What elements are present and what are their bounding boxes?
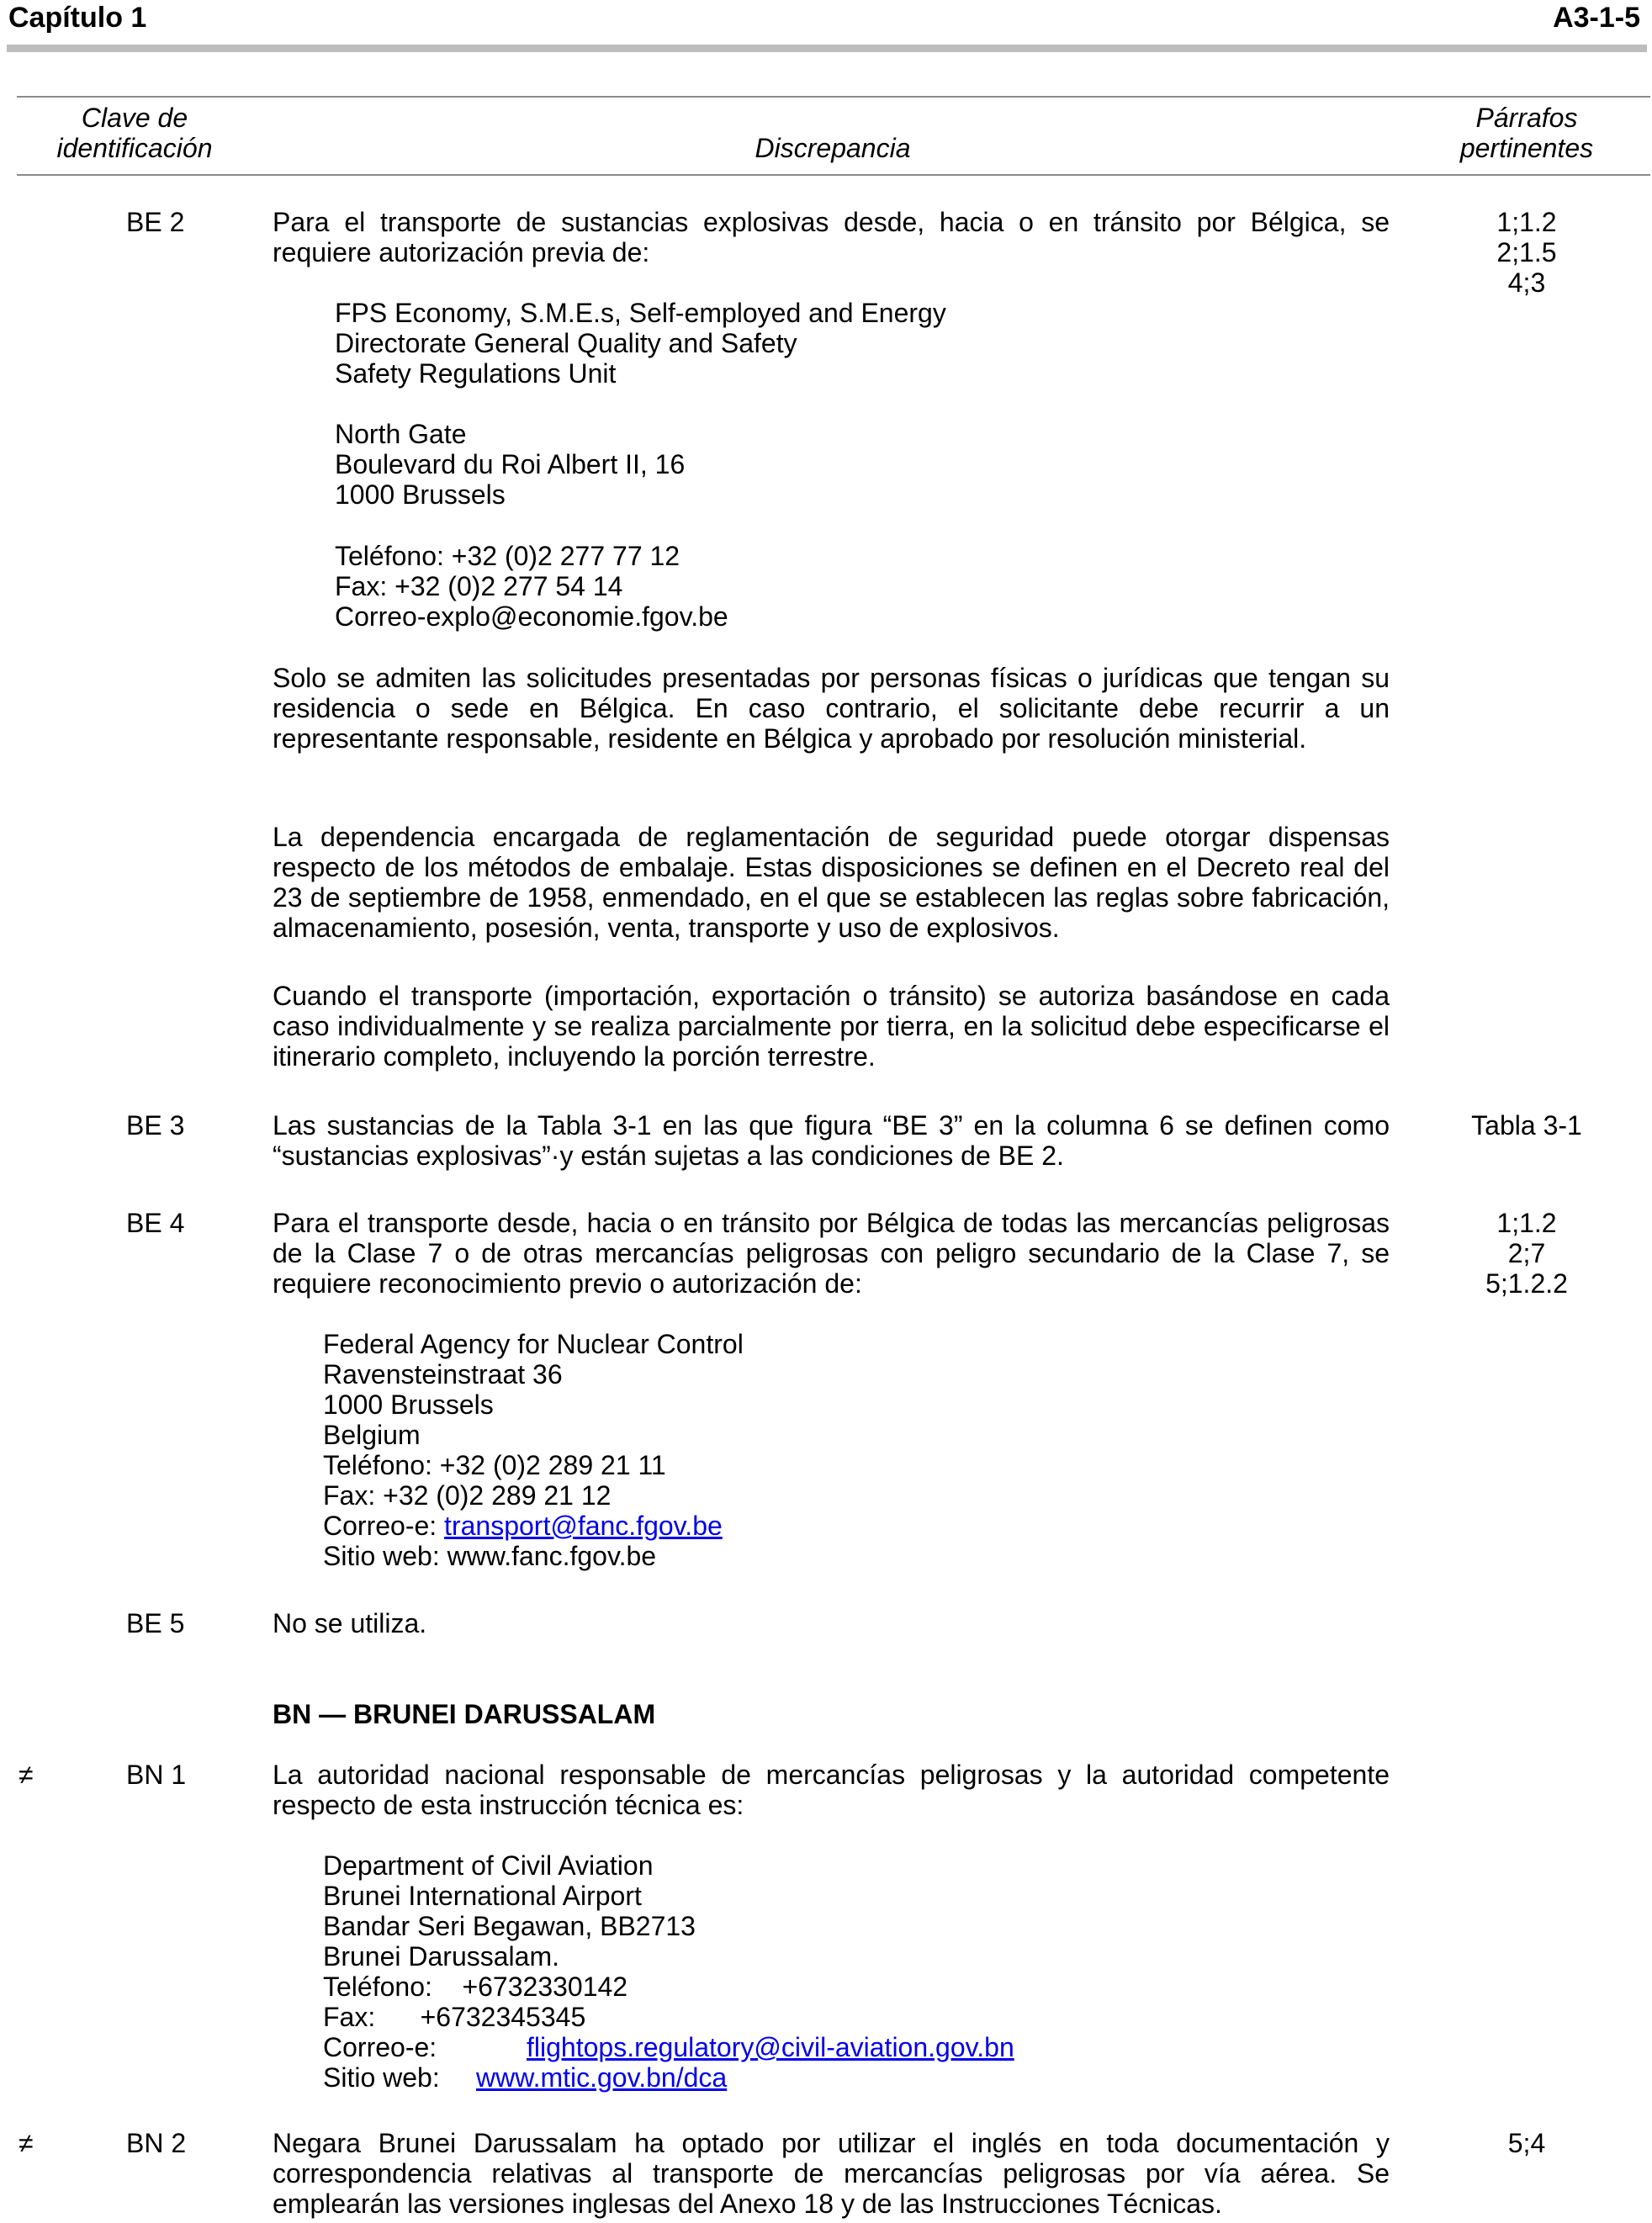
be4-text: Para el transporte desde, hacia o en tránsito por Bélgica de todas las mercancías peligrosas de la Clase 7 o de otras mercancías peligrosas con peligro secundario de la Clase 7, se requiere reconocimiento previo o autorización de: — [273, 1208, 1390, 1299]
phone-line: Teléfono: +32 (0)2 277 77 12 — [335, 541, 680, 571]
be2-address-block — [335, 298, 946, 389]
be4-address-block — [323, 1329, 744, 1571]
section-title-brunei: BN — BRUNEI DARUSSALAM — [273, 1699, 656, 1729]
address-line: Department of Civil Aviation — [323, 1850, 654, 1881]
be2-paragraph-1: Solo se admiten las solicitudes presentadas por personas físicas o jurídicas que tengan su residencia o sede en Bélgica. En caso contrario, el solicitante debe recurrir a un representante responsable, residente en Bélgica y aprobado por resolución ministerial. — [273, 663, 1390, 754]
address-line: 1000 Brussels — [335, 479, 506, 510]
fax-line: Fax: +6732345345 — [323, 2002, 586, 2032]
address-line: 1000 Brussels — [323, 1389, 494, 1420]
be2-paragraph-refs — [1422, 207, 1632, 298]
paragraph-ref: 2;1.5 — [1496, 237, 1557, 267]
address-line: Brunei Darussalam. — [323, 1941, 559, 1972]
address-line: Ravensteinstraat 36 — [323, 1359, 563, 1389]
entry-key-be2: BE 2 — [126, 207, 185, 237]
email-line — [323, 1511, 744, 1541]
fax-line: Fax: +32 (0)2 289 21 12 — [323, 1480, 612, 1511]
phone-line: Teléfono: +32 (0)2 289 21 11 — [323, 1450, 666, 1480]
entry-key-be3: BE 3 — [126, 1110, 185, 1141]
be2-intro: Para el transporte de sustancias explosivas desde, hacia o en tránsito por Bélgica, se requiere autorización previa de: — [273, 207, 1390, 267]
table-top-rule — [17, 96, 1650, 98]
address-line: North Gate — [335, 419, 467, 449]
address-line: Federal Agency for Nuclear Control — [323, 1329, 744, 1359]
be2-street-block — [335, 419, 685, 510]
column-header-paragraphs-line1: Párrafos — [1475, 103, 1578, 133]
be2-contact-block — [335, 541, 728, 632]
table-header-rule — [17, 174, 1650, 176]
be2-paragraph-3: Cuando el transporte (importación, exportación o tránsito) se autoriza basándose en cada caso individualmente y se realiza parcialmente por tierra, en la solicitud debe especificarse el itinerario completo, incluyendo la porción terrestre. — [273, 981, 1390, 1072]
bn1-address-block — [323, 1850, 1014, 2093]
website-line: Sitio web: www.fanc.fgov.be — [323, 1541, 657, 1571]
paragraph-ref: Tabla 3-1 — [1471, 1110, 1582, 1141]
address-line: Boulevard du Roi Albert II, 16 — [335, 449, 686, 479]
be2-paragraph-2: La dependencia encargada de reglamentación de seguridad puede otorgar dispensas respecto de los métodos de embalaje. Estas disposiciones se definen en el Decreto real del 23 de septiembre de 1958, enmendado, en el que se establecen las reglas sobre fabricación, almacenamiento, posesión, venta, transporte y uso de explosivos. — [273, 822, 1390, 943]
paragraph-ref: 1;1.2 — [1496, 207, 1557, 237]
column-header-key-line2: identificación — [56, 133, 213, 163]
chapter-title: Capítulo 1 — [8, 2, 147, 34]
paragraph-ref: 2;7 — [1507, 1238, 1546, 1268]
website-label: Sitio web: — [323, 2062, 440, 2093]
change-mark-icon: ≠ — [19, 1760, 34, 1790]
column-header-key-line1: Clave de — [81, 103, 188, 133]
paragraph-ref: 5;4 — [1507, 2128, 1546, 2158]
website-line — [323, 2062, 1014, 2093]
paragraph-ref: 5;1.2.2 — [1485, 1268, 1568, 1299]
be4-paragraph-refs — [1422, 1208, 1632, 1299]
bn1-text: La autoridad nacional responsable de mercancías peligrosas y la autoridad competente respecto de esta instrucción técnica es: — [273, 1760, 1390, 1820]
entry-key-be4: BE 4 — [126, 1208, 185, 1238]
column-header-discrepancy: Discrepancia — [755, 133, 911, 163]
be5-text: No se utiliza. — [273, 1608, 427, 1638]
bn2-text: Negara Brunei Darussalam ha optado por utilizar el inglés en toda documentación y correspondencia relativas al transporte de mercancías peligrosas por vía aérea. Se emplearán las versiones inglesas del Anexo 18 y de las Instrucciones Técnicas. — [273, 2128, 1390, 2219]
address-line: Brunei International Airport — [323, 1881, 642, 1911]
entry-key-bn1: BN 1 — [126, 1760, 187, 1790]
address-line: Belgium — [323, 1420, 421, 1450]
email-line: Correo-explo@economie.fgov.be — [335, 601, 728, 632]
entry-key-be5: BE 5 — [126, 1608, 185, 1638]
column-header-paragraphs — [1422, 103, 1632, 163]
fax-line: Fax: +32 (0)2 277 54 14 — [335, 571, 623, 601]
email-label: Correo-e: — [323, 1511, 445, 1541]
email-label: Correo-e: — [323, 2032, 437, 2062]
address-line: Directorate General Quality and Safety — [335, 328, 797, 358]
bn2-paragraph-refs — [1422, 2128, 1632, 2158]
phone-line: Teléfono: +6732330142 — [323, 1972, 628, 2002]
paragraph-ref: 4;3 — [1507, 267, 1546, 298]
be3-text: Las sustancias de la Tabla 3-1 en las que figura “BE 3” en la columna 6 se definen como “sustancias explosivas”·y están sujetas a las condiciones de BE 2. — [273, 1110, 1390, 1171]
column-header-paragraphs-line2: pertinentes — [1459, 133, 1594, 163]
email-link[interactable]: transport@fanc.fgov.be — [444, 1511, 723, 1541]
column-header-key — [34, 103, 236, 163]
change-mark-icon: ≠ — [19, 2128, 34, 2158]
address-line: Bandar Seri Begawan, BB2713 — [323, 1911, 696, 1941]
be3-paragraph-refs — [1422, 1110, 1632, 1141]
address-line: FPS Economy, S.M.E.s, Self-employed and Energy — [335, 298, 946, 328]
email-link[interactable]: flightops.regulatory@civil-aviation.gov.bn — [527, 2032, 1014, 2062]
paragraph-ref: 1;1.2 — [1496, 1208, 1557, 1238]
page-reference: A3-1-5 — [1553, 2, 1640, 34]
entry-key-bn2: BN 2 — [126, 2128, 187, 2158]
address-line: Safety Regulations Unit — [335, 358, 617, 389]
header-divider — [7, 45, 1647, 52]
website-link[interactable]: www.mtic.gov.bn/dca — [476, 2062, 728, 2093]
email-line — [323, 2032, 1014, 2062]
